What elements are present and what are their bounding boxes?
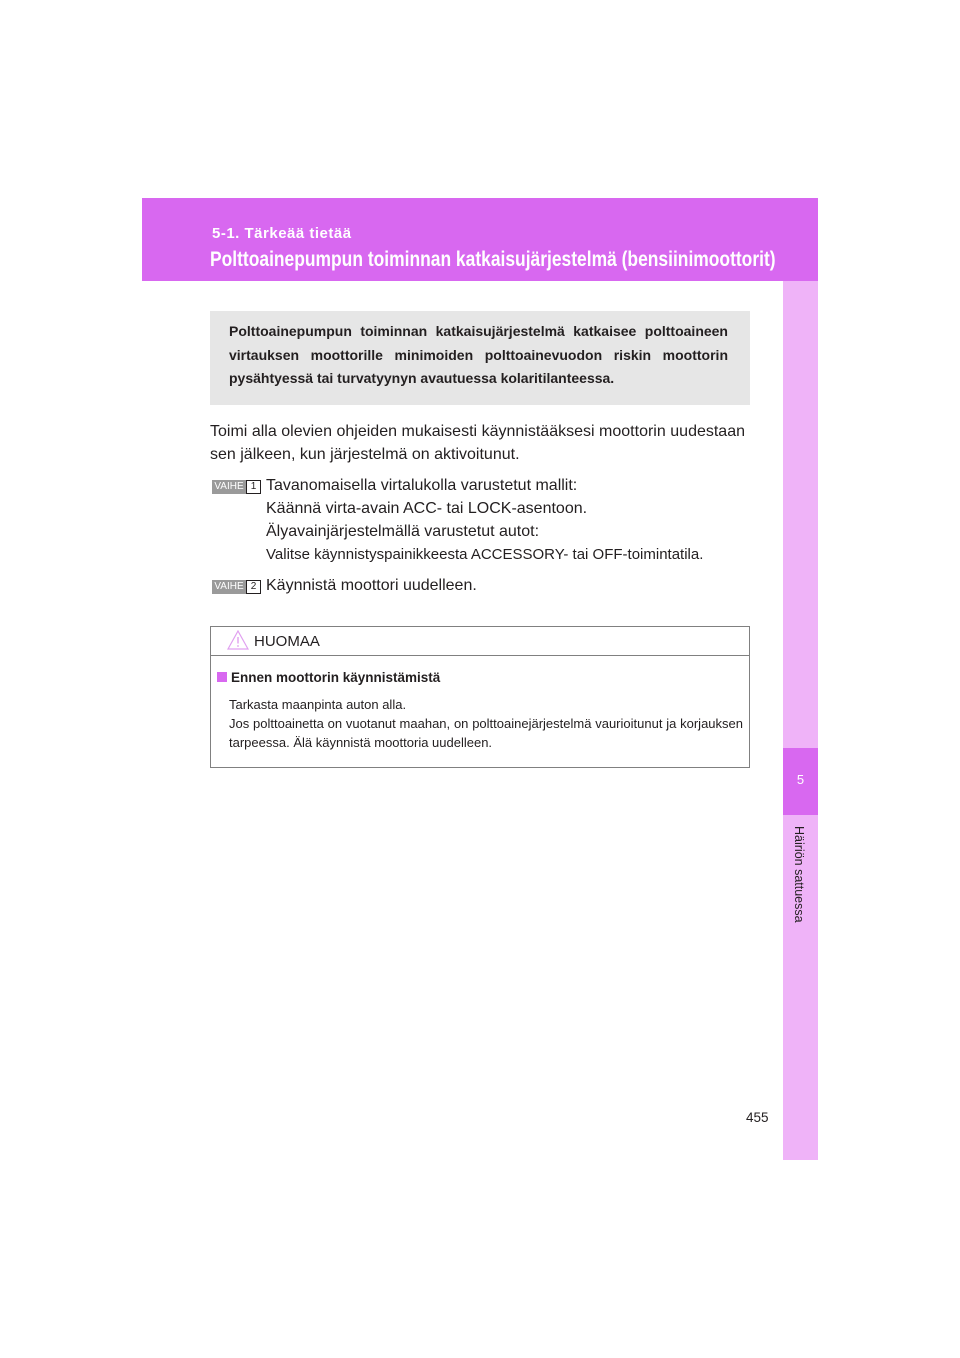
intro-box [210, 311, 750, 405]
step-badge-2 [212, 580, 260, 594]
step-1-line-3: Älyavainjärjestelmällä varustetut autot: [266, 523, 540, 540]
notice-header [211, 627, 749, 656]
chapter-name: Häiriön sattuessa [792, 826, 806, 923]
step-number: 1 [246, 480, 261, 494]
notice-line-1: Tarkasta maanpinta auton alla. [229, 697, 407, 712]
step-label: VAIHE [212, 480, 246, 494]
chapter-side-tab [783, 281, 818, 1160]
step-1-line-2: Käännä virta-avain ACC- tai LOCK-asentoon. [266, 500, 588, 517]
notice-box [210, 626, 750, 768]
notice-body [229, 695, 743, 752]
chapter-number: 5 [796, 772, 805, 787]
step-1-line-1: Tavanomaisella virtalukolla varustetut mallit: [266, 477, 578, 494]
step-label: VAIHE [212, 580, 246, 594]
page-number: 455 [746, 1110, 769, 1125]
step-number: 2 [246, 580, 261, 594]
page-title: Polttoainepumpun toiminnan katkaisujärjestelmä (bensiinimoottorit) [210, 248, 776, 271]
intro-text: Polttoainepumpun toiminnan katkaisujärjestelmä katkaisee polttoaineen virtauksen moottorille minimoiden polttoainevuodon riskin moottorin pysähtyessä tai turvatyynyn avautuessa kolaritilanteessa. [229, 323, 728, 386]
body-paragraph: Toimi alla olevien ohjeiden mukaisesti käynnistääksesi moottorin uudestaan sen jälkeen, kun järjestelmä on aktivoitunut. [210, 423, 745, 463]
step-1-line-4: Valitse käynnistyspainikkeesta ACCESSORY- tai OFF-toimintatila. [266, 546, 704, 563]
step-badge-1 [212, 480, 260, 494]
warning-triangle-icon [227, 630, 249, 650]
notice-line-2: Jos polttoainetta on vuotanut maahan, on polttoainejärjestelmä vaurioitunut ja korjauksen tarpeessa. Älä käynnistä moottoria uudelleen. [229, 716, 743, 750]
chapter-number-box [783, 748, 818, 815]
page-header [142, 198, 818, 281]
section-label: 5-1. Tärkeää tietää [212, 225, 352, 242]
square-bullet-icon [217, 672, 227, 682]
notice-subtitle: Ennen moottorin käynnistämistä [231, 670, 441, 685]
notice-title: HUOMAA [254, 633, 320, 650]
notice-subtitle-row [217, 670, 440, 685]
step-2-line-1: Käynnistä moottori uudelleen. [266, 577, 477, 594]
